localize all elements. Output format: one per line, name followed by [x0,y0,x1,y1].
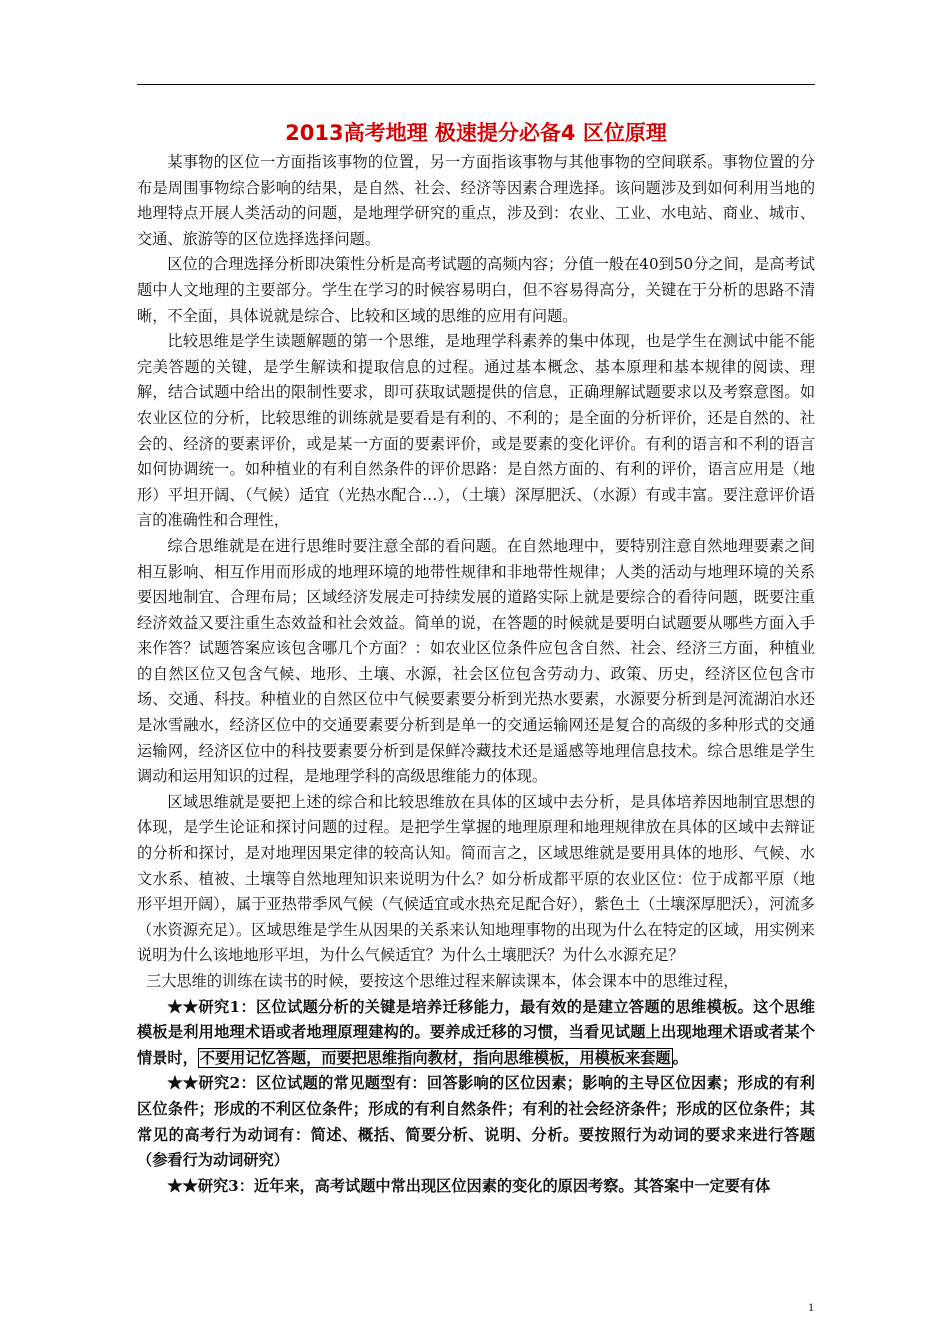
research-1 [137,995,815,1072]
research-3: ★★研究3：近年来，高考试题中常出现区位因素的变化的原因考察。其答案中一定要有体 [167,1176,771,1195]
paragraph-exam-analysis: 区位的合理选择分析即决策性分析是高考试题的高频内容；分值一般在40到50分之间，是高考试题中人文地理的主要部分。学生在学习的时候容易明白，但不容易得高分，关键在于分析的思路不清晰，不全面，具体说就是综合、比较和区域的思维的应用有问题。 [137,255,815,325]
research-1-boxed-text: 不要用记忆答题，而要把思维指向教材，指向思维模板，用模板来套题 [199,1048,671,1067]
paragraph-regional-thinking: 区域思维就是要把上述的综合和比较思维放在具体的区域中去分析，是具体培养因地制宜思想的体现，是学生论证和探讨问题的过程。是把学生掌握的地理原理和地理规律放在具体的区域中去辩证的分析和探讨，是对地理因果定律的较高认知。简而言之，区域思维就是要用具体的地形、气候、水文水系、植被、土壤等自然地理知识来说明为什么？如分析成都平原的农业区位：位于成都平原（地形平坦开阔），属于亚热带季风气候（气候适宜或水热充足配合好），紫色土（土壤深厚肥沃），河流多（水资源充足）。区域思维是学生从因果的关系来认知地理事物的出现为什么在特定的区域，用实例来说明为什么该地地形平坦，为什么气候适宜？为什么土壤肥沃？为什么水源充足？ [137,792,815,965]
paragraph-comprehensive-thinking: 综合思维就是在进行思维时要注意全部的看问题。在自然地理中，要特别注意自然地理要素之间相互影响、相互作用而形成的地理环境的地带性规律和非地带性规律；人类的活动与地理环境的关系要因地制宜、合理布局；区域经济发展走可持续发展的道路实际上就是要综合的看待问题，既要注重经济效益又要注重生态效益和社会效益。简单的说，在答题的时候就是要明白试题要从哪些方面入手来作答？试题答案应该包含哪几个方面？：如农业区位条件应包含自然、社会、经济三方面，种植业的自然区位又包含气候、地形、土壤、水源，社会区位包含劳动力、政策、历史，经济区位包含市场、交通、科技。种植业的自然区位中气候要素要分析到光热水要素，水源要分析到是河流湖泊水还是冰雪融水，经济区位中的交通要素要分析到是单一的交通运输网还是复合的高级的多种形式的交通运输网，经济区位中的科技要素要分析到是保鲜冷藏技术还是遥感等地理信息技术。综合思维是学生调动和运用知识的过程，是地理学科的高级思维能力的体现。 [137,536,815,786]
page-number: 1 [808,1300,814,1314]
paragraph-comparative-thinking: 比较思维是学生读题解题的第一个思维，是地理学科素养的集中体现，也是学生在测试中能不能完美答题的关键，是学生解读和提取信息的过程。通过基本概念、基本原理和基本规律的阅读、理解，结合试题中给出的限制性要求，即可获取试题提供的信息，正确理解试题要求以及考察意图。如农业区位的分析，比较思维的训练就是要看是有利的、不利的；是全面的分析评价，还是自然的、社会的、经济的要素评价，或是某一方面的要素评价，或是要素的变化评价。有利的语言和不利的语言如何协调统一。如种植业的有利自然条件的评价思路：是自然方面的、有利的评价，语言应用是（地形）平坦开阔、（气候）适宜（光热水配合…），（土壤）深厚肥沃、（水源）有或丰富。要注意评价语言的准确性和合理性， [137,332,815,530]
document-body [137,118,815,1199]
paragraph-training: 三大思维的训练在读书的时候，要按这个思维过程来解读课本，体会课本中的思维过程， [146,972,739,990]
research-2: ★★研究2：区位试题的常见题型有：回答影响的区位因素；影响的主导区位因素；形成的有利区位条件；形成的不利区位条件；形成的有利自然条件；有利的社会经济条件；形成的区位条件；其常见的高考行为动词有：简述、概括、简要分析、说明、分析。要按照行为动词的要求来进行答题（参看行为动词研究） [137,1074,815,1170]
page-title: 2013高考地理 极速提分必备4 区位原理 [285,121,667,145]
paragraph-location-definition: 某事物的区位一方面指该事物的位置，另一方面指该事物与其他事物的空间联系。事物位置的分布是周围事物综合影响的结果，是自然、社会、经济等因素合理选择。该问题涉及到如何利用当地的地理特点开展人类活动的问题，是地理学研究的重点，涉及到：农业、工业、水电站、商业、城市、交通、旅游等的区位选择选择问题。 [137,153,815,248]
research-1-end: 。 [672,1048,688,1067]
research-1-text: ★★研究1：区位试题分析的关键是培养迁移能力，最有效的是建立答题的思维模板。这个思维模板是利用地理术语或者地理原理建构的。要养成迁移的习惯，当看见试题上出现地理术语或者某个情景时， [137,997,815,1067]
header-rule [137,84,815,85]
